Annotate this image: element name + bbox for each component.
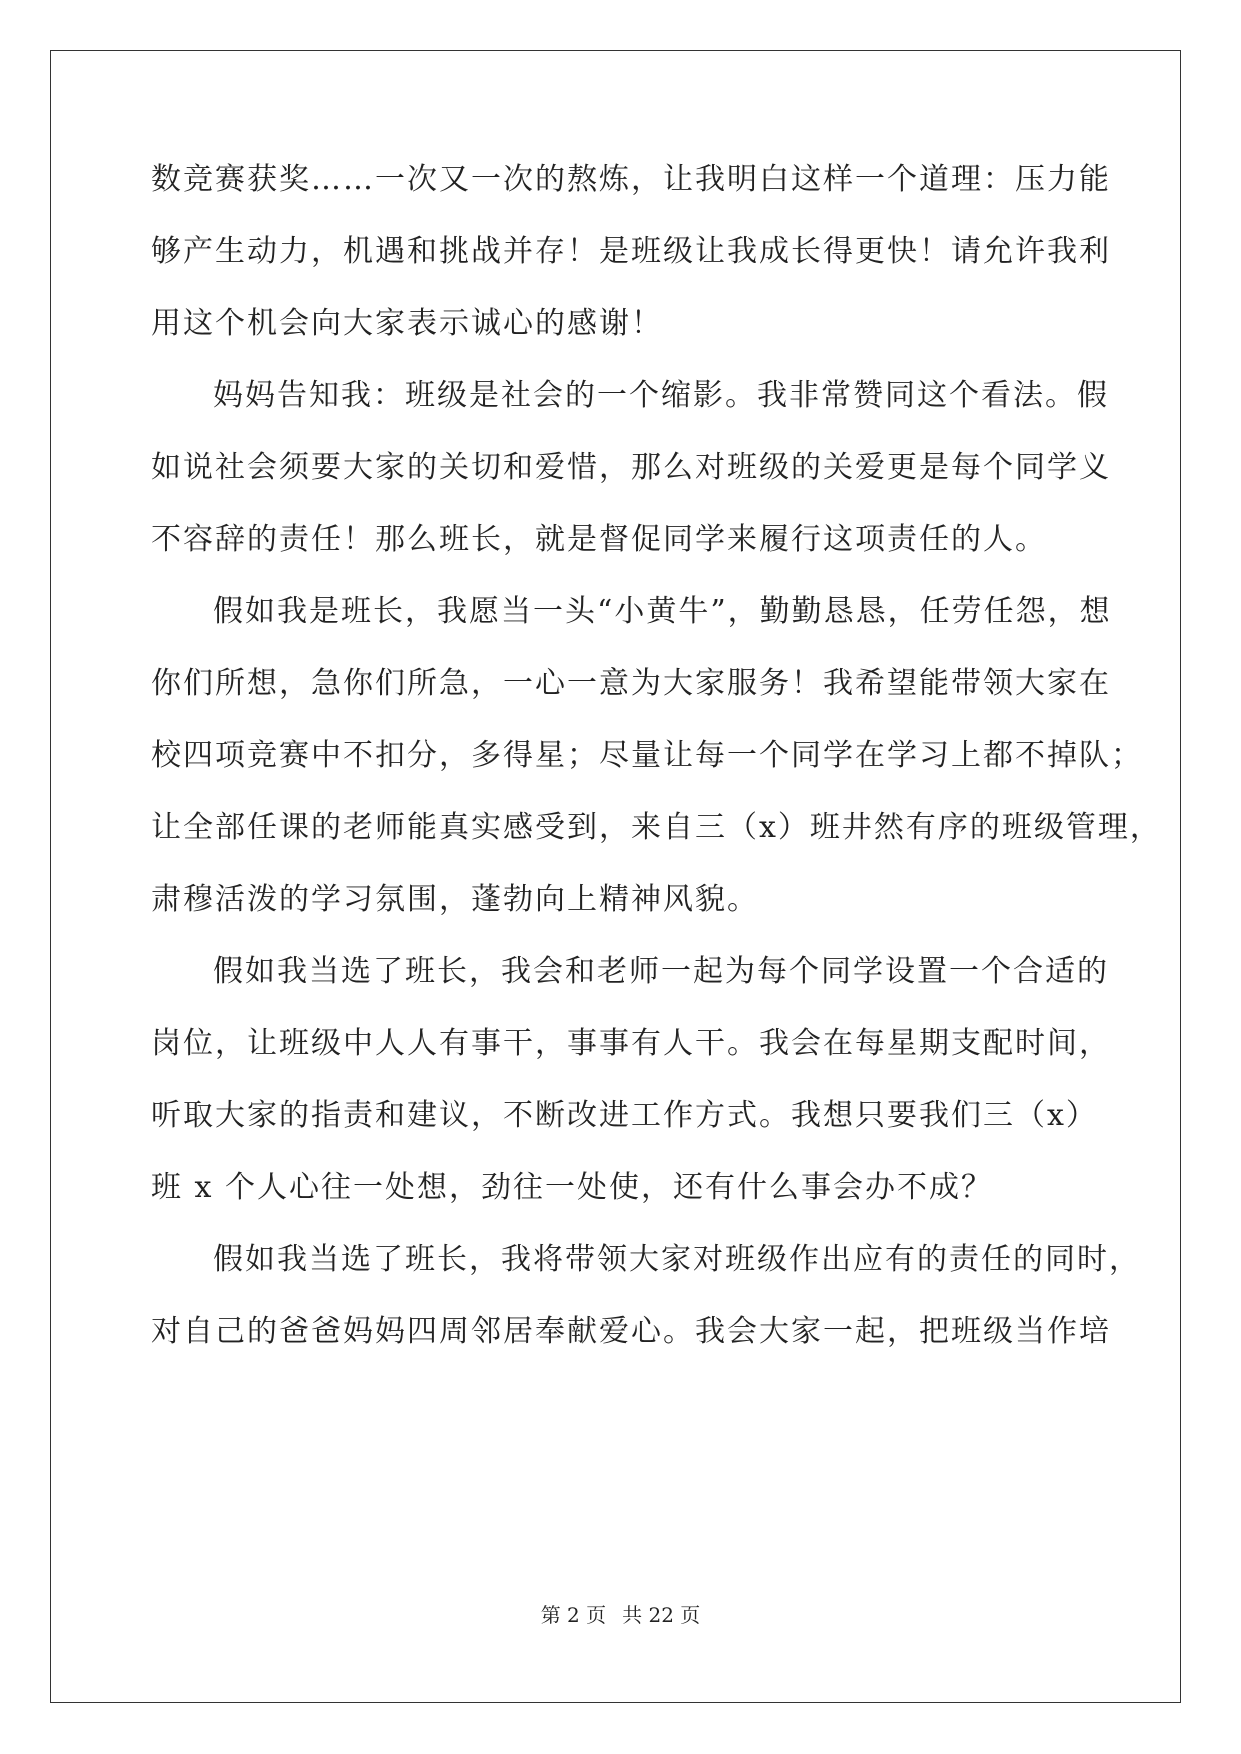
paragraph-first-line: 假如我当选了班长，我会和老师一起为每个同学设置一个合适的 — [213, 954, 1109, 989]
text-line: 够产生动力，机遇和挑战并存！是班级让我成长得更快！请允许我利 — [151, 234, 1111, 269]
text-line: 岗位，让班级中人人有事干，事事有人干。我会在每星期支配时间， — [151, 1026, 1111, 1061]
text-line: 对自己的爸爸妈妈四周邻居奉献爱心。我会大家一起，把班级当作培 — [151, 1314, 1111, 1349]
paragraph-first-line: 假如我是班长，我愿当一头“小黄牛”，勤勤恳恳，任劳任怨，想 — [213, 594, 1112, 629]
text-line: 不容辞的责任！那么班长，就是督促同学来履行这项责任的人。 — [151, 522, 1047, 557]
text-line: 校四项竞赛中不扣分，多得星；尽量让每一个同学在学习上都不掉队； — [151, 738, 1143, 773]
text-line: 用这个机会向大家表示诚心的感谢！ — [151, 306, 663, 341]
text-line: 如说社会须要大家的关切和爱惜，那么对班级的关爱更是每个同学义 — [151, 450, 1111, 485]
text-line: 肃穆活泼的学习氛围，蓬勃向上精神风貌。 — [151, 882, 759, 917]
text-line: 你们所想，急你们所急，一心一意为大家服务！我希望能带领大家在 — [151, 666, 1111, 701]
total-pages: 共 22 页 — [622, 1603, 701, 1627]
page-number: 第 2 页 — [540, 1603, 607, 1627]
text-line: 让全部任课的老师能真实感受到，来自三（x）班井然有序的班级管理， — [151, 810, 1162, 845]
paragraph-first-line: 妈妈告知我：班级是社会的一个缩影。我非常赞同这个看法。假 — [213, 378, 1109, 413]
text-line: 数竞赛获奖……一次又一次的熬炼，让我明白这样一个道理：压力能 — [151, 162, 1111, 197]
text-line: 听取大家的指责和建议，不断改进工作方式。我想只要我们三（x） — [151, 1098, 1098, 1133]
page-footer — [0, 1600, 1241, 1630]
paragraph-first-line: 假如我当选了班长，我将带领大家对班级作出应有的责任的同时， — [213, 1242, 1141, 1277]
text-line: 班 x 个人心往一处想，劲往一处使，还有什么事会办不成？ — [151, 1170, 993, 1205]
